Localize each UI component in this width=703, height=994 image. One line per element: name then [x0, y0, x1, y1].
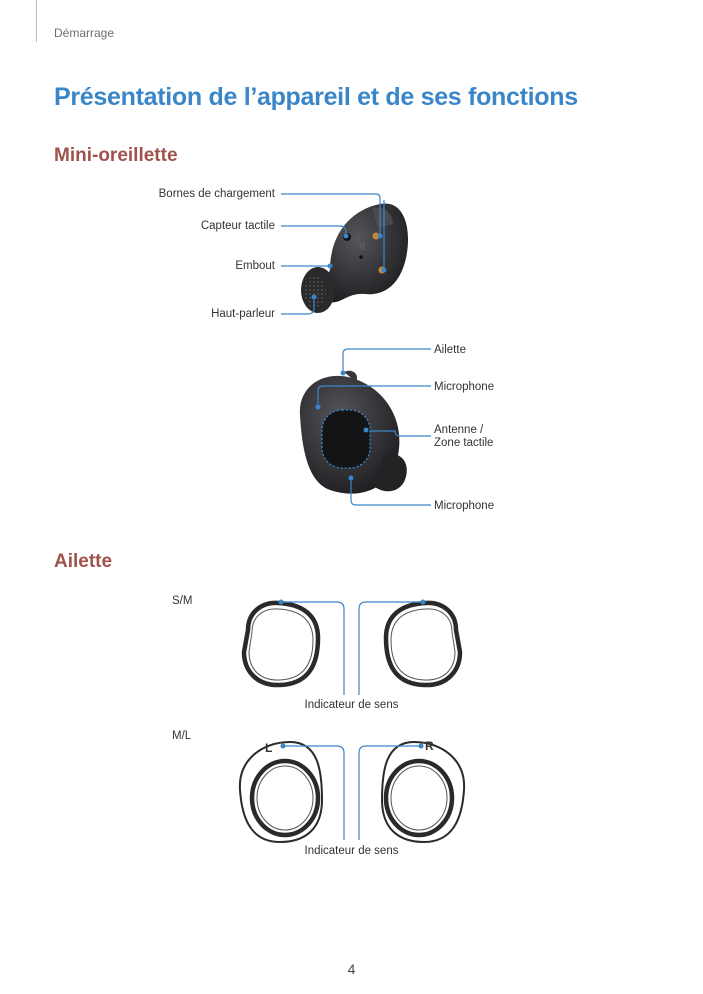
label-size-ml: M/L [172, 730, 192, 742]
label-wing-tip: Ailette [434, 344, 466, 356]
label-touch-area: Zone tactile [434, 437, 494, 449]
wing-tips-ml [240, 742, 464, 842]
page-number: 4 [347, 961, 356, 977]
page-title: Présentation de l’appareil et de ses fonctions [54, 83, 578, 111]
wing-callouts [281, 602, 423, 840]
label-speaker: Haut-parleur [211, 308, 275, 320]
right-mark: R [425, 739, 434, 753]
svg-text:R: R [359, 242, 366, 252]
label-size-sm: S/M [172, 595, 193, 607]
label-touch-sensor: Capteur tactile [200, 220, 275, 232]
wing-tips-sm [244, 603, 460, 685]
earbud-heading: Mini-oreillette [54, 145, 178, 166]
earbud-side-view [301, 203, 408, 313]
left-mark: L [265, 741, 273, 755]
label-charging-contacts: Bornes de chargement [158, 188, 275, 200]
section-label: Démarrage [54, 26, 115, 40]
label-antenna: Antenne / [434, 424, 484, 436]
label-microphone-top: Microphone [434, 381, 495, 393]
earbud-front-view [300, 371, 407, 494]
label-microphone-bottom: Microphone [434, 500, 495, 512]
label-direction-indicator-ml: Indicateur de sens [304, 845, 399, 857]
wing-heading: Ailette [54, 551, 113, 572]
label-ear-tip: Embout [235, 260, 275, 272]
label-direction-indicator-sm: Indicateur de sens [304, 699, 399, 711]
